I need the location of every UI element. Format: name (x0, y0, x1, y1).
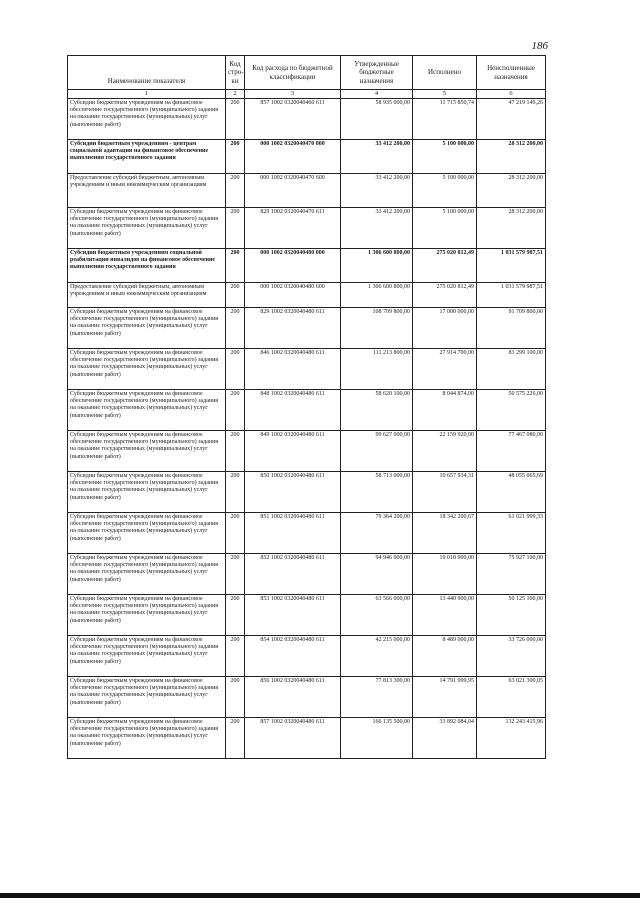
table-row (68, 140, 546, 174)
row-approved-amount: 33 412 200,00 (341, 140, 413, 174)
row-line-code: 200 (226, 390, 245, 431)
row-line-code: 200 (226, 677, 245, 718)
row-indicator-name: Субсидии бюджетным учреждениям на финансовое обеспечение государственного (муниципального) задания на оказание государственных (муниципальных) услуг (выполнение работ) (68, 390, 226, 431)
row-line-code: 200 (226, 554, 245, 595)
row-approved-amount: 99 627 000,00 (341, 431, 413, 472)
row-line-code: 200 (226, 308, 245, 349)
header-line-code: Код стро-ки (226, 56, 245, 90)
row-unexecuted-amount: 48 055 065,69 (477, 472, 546, 513)
header-expense-code: Код расхода по бюджетной классификации (245, 56, 341, 90)
row-executed-amount: 8 044 874,00 (413, 390, 477, 431)
row-approved-amount: 79 364 200,00 (341, 513, 413, 554)
row-unexecuted-amount: 132 243 415,96 (477, 718, 546, 759)
row-approved-amount: 1 306 600 800,00 (341, 249, 413, 283)
budget-execution-table (67, 55, 546, 759)
row-indicator-name: Субсидии бюджетным учреждениям на финансовое обеспечение государственного (муниципального) задания на оказание государственных (муниципальных) услуг (выполнение работ) (68, 208, 226, 249)
row-executed-amount: 275 020 812,49 (413, 249, 477, 283)
row-line-code: 200 (226, 99, 245, 140)
row-executed-amount: 11 715 850,74 (413, 99, 477, 140)
table-row (68, 595, 546, 636)
page-number: 186 (531, 40, 548, 52)
table-body (68, 99, 546, 759)
row-expense-code: 000 1002 0320040470 000 (245, 140, 341, 174)
table-row (68, 308, 546, 349)
column-number: 4 (341, 90, 413, 99)
table-row (68, 431, 546, 472)
row-unexecuted-amount: 1 031 579 987,51 (477, 249, 546, 283)
row-indicator-name: Субсидии бюджетным учреждениям на финансовое обеспечение государственного (муниципального) задания на оказание государственных (муниципальных) услуг (выполнение работ) (68, 554, 226, 595)
table-row (68, 99, 546, 140)
row-executed-amount: 275 020 812,49 (413, 283, 477, 308)
row-executed-amount: 10 657 934,31 (413, 472, 477, 513)
table-row (68, 349, 546, 390)
scan-edge-bar (0, 893, 640, 898)
table-row (68, 390, 546, 431)
table-row (68, 513, 546, 554)
row-line-code: 200 (226, 283, 245, 308)
row-unexecuted-amount: 28 312 200,00 (477, 140, 546, 174)
row-approved-amount: 63 566 000,00 (341, 595, 413, 636)
row-expense-code: 854 1002 0320040480 611 (245, 636, 341, 677)
row-executed-amount: 5 100 000,00 (413, 208, 477, 249)
row-unexecuted-amount: 61 021 999,33 (477, 513, 546, 554)
row-line-code: 200 (226, 472, 245, 513)
row-indicator-name: Предоставление субсидий бюджетным, автономным учреждениям и иным некоммерческим организациям (68, 283, 226, 308)
row-indicator-name: Субсидии бюджетным учреждениям социальной реабилитации инвалидов на финансовое обеспечение выполнения государственного задания (68, 249, 226, 283)
column-number-row (68, 90, 546, 99)
row-unexecuted-amount: 75 927 100,00 (477, 554, 546, 595)
column-number: 3 (245, 90, 341, 99)
table-row (68, 472, 546, 513)
row-line-code: 200 (226, 208, 245, 249)
table-row (68, 718, 546, 759)
row-executed-amount: 5 100 000,00 (413, 140, 477, 174)
header-row (68, 56, 546, 90)
table-row (68, 636, 546, 677)
row-expense-code: 000 1002 0320040480 600 (245, 283, 341, 308)
row-executed-amount: 8 489 000,00 (413, 636, 477, 677)
row-indicator-name: Субсидии бюджетным учреждениям на финансовое обеспечение государственного (муниципального) задания на оказание государственных (муниципальных) услуг (выполнение работ) (68, 308, 226, 349)
row-expense-code: 857 1002 0320040480 611 (245, 718, 341, 759)
row-line-code: 200 (226, 140, 245, 174)
row-indicator-name: Субсидии бюджетным учреждениям на финансовое обеспечение государственного (муниципального) задания на оказание государственных (муниципальных) услуг (выполнение работ) (68, 595, 226, 636)
row-approved-amount: 166 135 500,00 (341, 718, 413, 759)
row-executed-amount: 13 440 900,00 (413, 595, 477, 636)
row-approved-amount: 58 713 000,00 (341, 472, 413, 513)
column-number: 1 (68, 90, 226, 99)
header-unexecuted: Неисполненные назначения (477, 56, 546, 90)
row-expense-code: 846 1002 0320040480 611 (245, 349, 341, 390)
row-expense-code: 000 1002 0320040480 000 (245, 249, 341, 283)
row-executed-amount: 22 159 920,00 (413, 431, 477, 472)
row-indicator-name: Субсидии бюджетным учреждениям на финансовое обеспечение государственного (муниципального) задания на оказание государственных (муниципальных) услуг (выполнение работ) (68, 472, 226, 513)
row-line-code: 200 (226, 174, 245, 208)
row-line-code: 200 (226, 718, 245, 759)
row-line-code: 200 (226, 431, 245, 472)
row-executed-amount: 18 342 200,67 (413, 513, 477, 554)
column-number: 2 (226, 90, 245, 99)
row-unexecuted-amount: 50 575 226,00 (477, 390, 546, 431)
row-expense-code: 829 1002 0320040480 611 (245, 308, 341, 349)
row-indicator-name: Субсидии бюджетным учреждениям на финансовое обеспечение государственного (муниципального) задания на оказание государственных (муниципальных) услуг (выполнение работ) (68, 99, 226, 140)
row-executed-amount: 19 018 900,00 (413, 554, 477, 595)
row-approved-amount: 58 620 100,00 (341, 390, 413, 431)
row-expense-code: 849 1002 0320040480 611 (245, 431, 341, 472)
row-approved-amount: 77 813 300,00 (341, 677, 413, 718)
table-row (68, 208, 546, 249)
row-indicator-name: Предоставление субсидий бюджетным, автономным учреждениям и иным некоммерческим организациям (68, 174, 226, 208)
row-unexecuted-amount: 91 709 800,00 (477, 308, 546, 349)
row-line-code: 200 (226, 513, 245, 554)
row-expense-code: 851 1002 0320040480 611 (245, 513, 341, 554)
row-line-code: 200 (226, 595, 245, 636)
row-executed-amount: 27 914 700,00 (413, 349, 477, 390)
row-executed-amount: 14 791 999,95 (413, 677, 477, 718)
row-indicator-name: Субсидии бюджетным учреждениям - центрам социальной адаптации на финансовое обеспечение выполнения государственного задания (68, 140, 226, 174)
row-unexecuted-amount: 77 467 080,00 (477, 431, 546, 472)
header-executed: Исполнено (413, 56, 477, 90)
row-approved-amount: 1 306 600 800,00 (341, 283, 413, 308)
row-approved-amount: 94 946 000,00 (341, 554, 413, 595)
row-approved-amount: 58 935 000,00 (341, 99, 413, 140)
column-number: 6 (477, 90, 546, 99)
row-executed-amount: 5 100 000,00 (413, 174, 477, 208)
row-line-code: 200 (226, 249, 245, 283)
row-expense-code: 848 1002 0320040480 611 (245, 390, 341, 431)
row-indicator-name: Субсидии бюджетным учреждениям на финансовое обеспечение государственного (муниципального) задания на оказание государственных (муниципальных) услуг (выполнение работ) (68, 636, 226, 677)
row-executed-amount: 17 000 000,00 (413, 308, 477, 349)
row-approved-amount: 42 215 000,00 (341, 636, 413, 677)
row-indicator-name: Субсидии бюджетным учреждениям на финансовое обеспечение государственного (муниципального) задания на оказание государственных (муниципальных) услуг (выполнение работ) (68, 513, 226, 554)
row-expense-code: 857 1002 0320040460 611 (245, 99, 341, 140)
row-expense-code: 000 1002 0320040470 600 (245, 174, 341, 208)
row-indicator-name: Субсидии бюджетным учреждениям на финансовое обеспечение государственного (муниципального) задания на оказание государственных (муниципальных) услуг (выполнение работ) (68, 677, 226, 718)
row-line-code: 200 (226, 636, 245, 677)
row-indicator-name: Субсидии бюджетным учреждениям на финансовое обеспечение государственного (муниципального) задания на оказание государственных (муниципальных) услуг (выполнение работ) (68, 349, 226, 390)
row-unexecuted-amount: 83 299 100,00 (477, 349, 546, 390)
row-unexecuted-amount: 28 312 200,00 (477, 208, 546, 249)
row-expense-code: 856 1002 0320040480 611 (245, 677, 341, 718)
column-number: 5 (413, 90, 477, 99)
row-expense-code: 850 1002 0320040480 611 (245, 472, 341, 513)
row-executed-amount: 33 892 084,04 (413, 718, 477, 759)
row-unexecuted-amount: 50 125 100,00 (477, 595, 546, 636)
table-row (68, 249, 546, 283)
row-indicator-name: Субсидии бюджетным учреждениям на финансовое обеспечение государственного (муниципального) задания на оказание государственных (муниципальных) услуг (выполнение работ) (68, 718, 226, 759)
table-row (68, 283, 546, 308)
row-approved-amount: 108 709 800,00 (341, 308, 413, 349)
header-indicator-name: Наименование показателя (68, 56, 226, 90)
row-approved-amount: 33 412 200,00 (341, 208, 413, 249)
row-line-code: 200 (226, 349, 245, 390)
header-approved: Утвержденные бюджетные назначения (341, 56, 413, 90)
row-approved-amount: 111 213 800,00 (341, 349, 413, 390)
row-expense-code: 853 1002 0320040480 611 (245, 595, 341, 636)
row-indicator-name: Субсидии бюджетным учреждениям на финансовое обеспечение государственного (муниципального) задания на оказание государственных (муниципальных) услуг (выполнение работ) (68, 431, 226, 472)
row-approved-amount: 33 412 200,00 (341, 174, 413, 208)
row-unexecuted-amount: 63 021 300,05 (477, 677, 546, 718)
table-row (68, 677, 546, 718)
table-row (68, 174, 546, 208)
row-expense-code: 829 1002 0320040470 611 (245, 208, 341, 249)
row-unexecuted-amount: 33 726 000,00 (477, 636, 546, 677)
row-unexecuted-amount: 28 312 200,00 (477, 174, 546, 208)
table-row (68, 554, 546, 595)
row-expense-code: 852 1002 0320040480 611 (245, 554, 341, 595)
row-unexecuted-amount: 1 031 579 987,51 (477, 283, 546, 308)
row-unexecuted-amount: 47 219 149,26 (477, 99, 546, 140)
